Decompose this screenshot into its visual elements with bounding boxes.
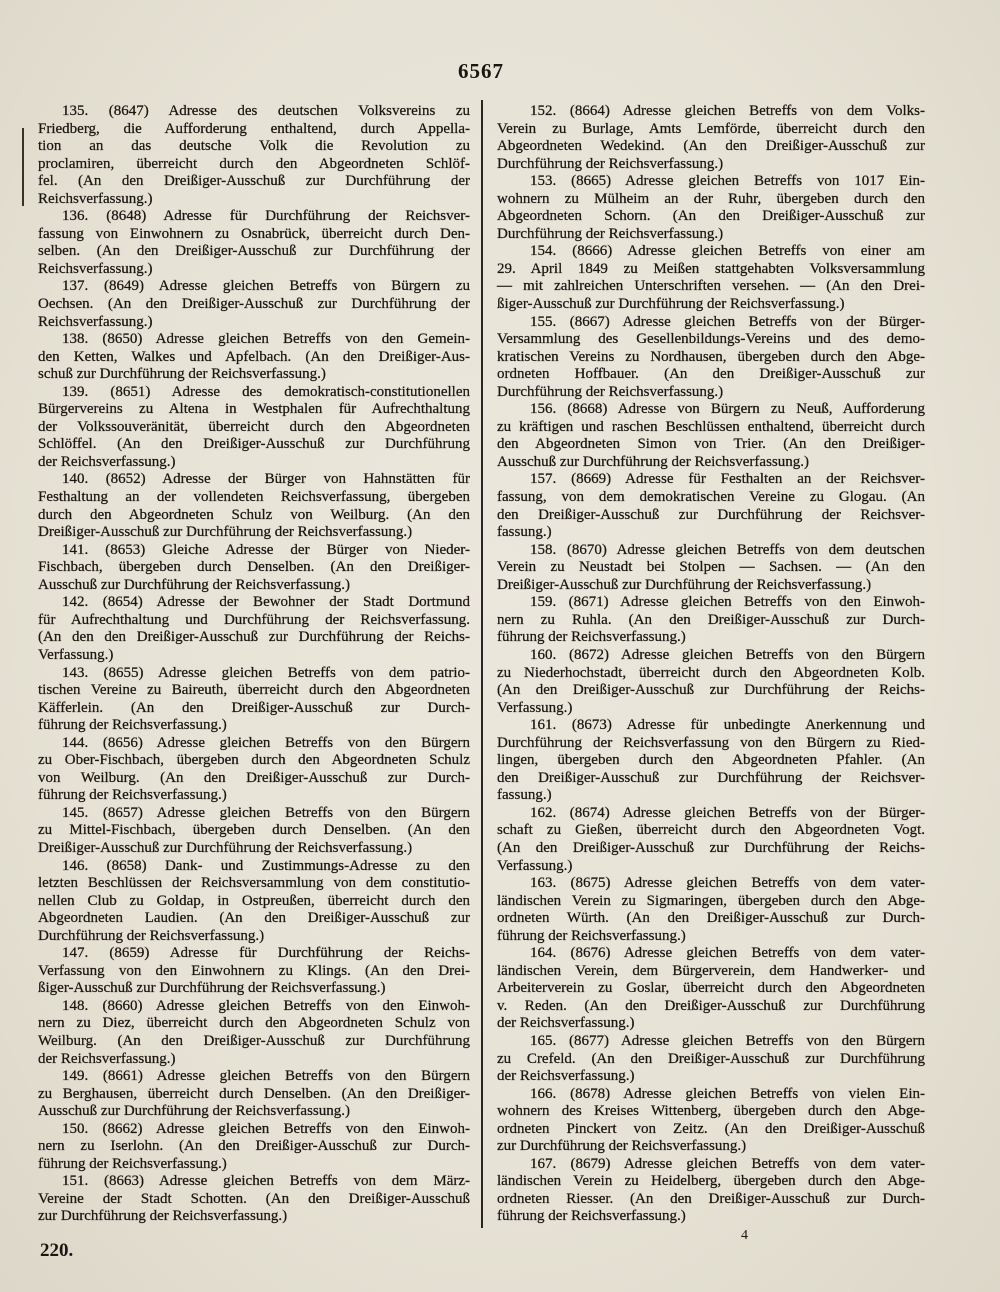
entry-line: führung der Reichsverfassung.)	[497, 629, 686, 646]
address-entry	[38, 103, 470, 208]
entry-line: lingen, übergeben durch den Abgeordneten Pfahler. (An	[497, 752, 925, 769]
entry-line: Dreißiger-Ausschuß zur Durchführung der Reichsverfassung.)	[38, 839, 413, 856]
entry-line: ßiger-Ausschuß zur Durchführung der Reichsverfassung.)	[38, 980, 386, 997]
entry-line: letzten Beschlüssen der Reichsversammlung von dem constitutio-	[38, 875, 470, 892]
entry-line: Ausschuß zur Durchführung der Reichsverfassung.)	[38, 1103, 350, 1120]
address-entry	[497, 875, 925, 945]
margin-mark	[22, 128, 24, 206]
address-entry	[497, 945, 925, 1033]
address-entry	[38, 384, 470, 472]
address-entry	[497, 471, 925, 541]
entry-line: der Reichsverfassung.)	[38, 453, 176, 470]
entry-line: Durchführung der Reichsverfassung.)	[497, 383, 724, 400]
entry-line: Weilburg. (An den Dreißiger-Ausschuß zur Durchführung	[38, 1032, 470, 1049]
entry-line: 159. (8671) Adresse gleichen Betreffs von den Einwoh-	[530, 594, 925, 611]
entry-line: Versammlung des Gesellenbildungs-Vereins und des demo-	[497, 331, 925, 348]
entry-line: 148. (8660) Adresse gleichen Betreffs von den Einwoh-	[62, 997, 470, 1014]
entry-line: 142. (8654) Adresse der Bewohner der Stadt Dortmund	[62, 594, 470, 611]
entry-line: 137. (8649) Adresse gleichen Betreffs von Bürgern zu	[62, 278, 470, 295]
entry-line: Abgeordneten Schorn. (An den Dreißiger-Ausschuß zur	[497, 208, 925, 225]
entry-line: Reichsverfassung.)	[38, 313, 153, 330]
address-entry	[38, 1068, 470, 1121]
entry-line: Ausschuß zur Durchführung der Reichsverfassung.)	[497, 453, 809, 470]
entry-line: ordneten Riesser. (An den Dreißiger-Ausschuß zur Durch-	[497, 1190, 925, 1207]
entry-line: Oechsen. (An den Dreißiger-Ausschuß zur Durchführung der	[38, 296, 470, 313]
address-entry	[497, 805, 925, 875]
entry-line: nellen Club zu Goldap, in Ostpreußen, überreicht durch den	[38, 892, 470, 909]
entry-line: Friedberg, die Aufforderung enthaltend, durch Appella-	[38, 120, 470, 137]
entry-line: schuß zur Durchführung der Reichsverfassung.)	[38, 366, 326, 383]
entry-line: den Dreißiger-Ausschuß zur Durchführung der Reichsver-	[497, 769, 925, 786]
entry-line: 162. (8674) Adresse gleichen Betreffs von der Bürger-	[530, 804, 925, 821]
entry-line: Durchführung der Reichsverfassung.)	[497, 155, 724, 172]
entry-line: fassung von Einwohnern zu Osnabrück, überreicht durch Den-	[38, 225, 470, 242]
entry-line: nern zu Iserlohn. (An den Dreißiger-Ausschuß zur Durch-	[38, 1138, 470, 1155]
entry-line: von Weilburg. (An den Dreißiger-Ausschuß zur Durch-	[38, 769, 470, 786]
address-entry	[38, 998, 470, 1068]
entry-line: Abgeordneten Laudien. (An den Dreißiger-Ausschuß zur	[38, 910, 470, 927]
entry-line: proclamiren, überreicht durch den Abgeordneten Schlöf-	[38, 155, 470, 172]
entry-line: ländischen Verein zu Heidelberg, übergeben durch den Abge-	[497, 1173, 925, 1190]
entry-line: Bürgervereins zu Altena in Westphalen für Aufrechthaltung	[38, 401, 470, 418]
entry-line: wohnern zu Mülheim an der Ruhr, übergeben durch den	[497, 190, 925, 207]
entry-line: Ausschuß zur Durchführung der Reichsverfassung.)	[38, 576, 350, 593]
entry-line: 165. (8677) Adresse gleichen Betreffs von den Bürgern	[530, 1032, 925, 1049]
sheet-number: 4	[741, 1228, 748, 1243]
entry-line: Reichsverfassung.)	[38, 260, 153, 277]
entry-line: zu Mittel-Fischbach, übergeben durch Denselben. (An den	[38, 822, 470, 839]
entry-line: tion an das deutsche Volk die Revolution zu	[38, 138, 470, 155]
entry-line: Reichsverfassung.)	[38, 190, 153, 207]
entry-line: 154. (8666) Adresse gleichen Betreffs von einer am	[530, 243, 925, 260]
entry-line: Festhaltung an der vollendeten Reichsverfassung, übergeben	[38, 489, 470, 506]
entry-line: Verein zu Burlage, Amts Lemförde, überreicht durch den	[497, 120, 925, 137]
address-entry	[497, 103, 925, 173]
entry-line: ordneten Pinckert von Zeitz. (An den Dreißiger-Ausschuß	[497, 1120, 925, 1137]
entry-line: führung der Reichsverfassung.)	[497, 927, 686, 944]
address-entry	[497, 173, 925, 243]
entry-line: 151. (8663) Adresse gleichen Betreffs von dem März-	[62, 1173, 470, 1190]
address-entry	[497, 1156, 925, 1226]
entry-line: Abgeordneten Wedekind. (An den Dreißiger-Ausschuß zur	[497, 138, 925, 155]
address-entry	[38, 1173, 470, 1226]
entry-line: der Reichsverfassung.)	[497, 1068, 635, 1085]
column-divider	[481, 100, 483, 1228]
address-entry	[38, 542, 470, 595]
entry-line: ländischen Verein zu Sigmaringen, übergeben durch den Abge-	[497, 892, 925, 909]
address-entry	[497, 401, 925, 471]
entry-line: selben. (An den Dreißiger-Ausschuß zur Durchführung der	[38, 243, 470, 260]
entry-line: tischen Vereine zu Baireuth, überreicht durch den Abgeordneten	[38, 682, 470, 699]
entry-line: zur Durchführung der Reichsverfassung.)	[38, 1208, 288, 1225]
address-entry	[38, 331, 470, 384]
entry-line: für Aufrechthaltung und Durchführung der Reichsverfassung.	[38, 611, 470, 628]
entry-line: 135. (8647) Adresse des deutschen Volksvereins zu	[62, 103, 470, 119]
entry-line: 144. (8656) Adresse gleichen Betreffs von den Bürgern	[62, 734, 470, 751]
entry-line: Durchführung der Reichsverfassung.)	[497, 225, 724, 242]
entry-line: 152. (8664) Adresse gleichen Betreffs von dem Volks-	[530, 103, 925, 119]
entry-line: nern zu Diez, überreicht durch den Abgeordneten Schulz von	[38, 1015, 470, 1032]
entry-line: ßiger-Ausschuß zur Durchführung der Reichsverfassung.)	[497, 296, 845, 313]
entry-line: den Ketten, Walkes und Apfelbach. (An den Dreißiger-Aus-	[38, 348, 470, 365]
address-entry	[497, 647, 925, 717]
entry-line: v. Reden. (An den Dreißiger-Ausschuß zur Durchführung	[497, 997, 925, 1014]
address-entry	[38, 735, 470, 805]
entry-line: 163. (8675) Adresse gleichen Betreffs von dem vater-	[530, 875, 925, 892]
entry-line: der Volkssouveränität, überreicht durch den Abgeordneten	[38, 418, 470, 435]
entry-line: zu Crefeld. (An den Dreißiger-Ausschuß zur Durchführung	[497, 1050, 925, 1067]
entry-line: den Abgeordneten Simon von Trier. (An den Dreißiger-	[497, 436, 925, 453]
entry-line: führung der Reichsverfassung.)	[497, 1208, 686, 1225]
page-number: 6567	[458, 59, 504, 83]
address-entry	[497, 717, 925, 805]
address-entry	[38, 858, 470, 946]
entry-line: 166. (8678) Adresse gleichen Betreffs von vielen Ein-	[530, 1085, 925, 1102]
entry-line: 153. (8665) Adresse gleichen Betreffs von 1017 Ein-	[530, 173, 925, 190]
entry-line: 147. (8659) Adresse für Durchführung der Reichs-	[62, 945, 470, 962]
address-entry	[38, 208, 470, 278]
entry-line: der Reichsverfassung.)	[38, 1050, 176, 1067]
entry-line: 29. April 1849 zu Meißen stattgehabten Volksversammlung	[497, 260, 925, 277]
entry-line: zur Durchführung der Reichsverfassung.)	[497, 1138, 747, 1155]
entry-line: durch den Abgeordneten Schulz von Weilburg. (An den	[38, 506, 470, 523]
left-column	[38, 103, 470, 1226]
entry-line: (An den Dreißiger-Ausschuß zur Durchführung der Reichs-	[497, 839, 925, 856]
entry-line: Fischbach, übergeben durch Denselben. (An den Dreißiger-	[38, 559, 470, 576]
entry-line: 139. (8651) Adresse des demokratisch-constitutionellen	[62, 383, 470, 400]
entry-line: 140. (8652) Adresse der Bürger von Hahnstätten für	[62, 471, 470, 488]
address-entry	[38, 594, 470, 664]
entry-line: 158. (8670) Adresse gleichen Betreffs von dem deutschen	[530, 541, 925, 558]
entry-line: fassung.)	[497, 524, 552, 541]
address-entry	[497, 314, 925, 402]
entry-line: 155. (8667) Adresse gleichen Betreffs von der Bürger-	[530, 313, 925, 330]
entry-line: führung der Reichsverfassung.)	[38, 717, 227, 734]
entry-line: Verfassung.)	[497, 699, 573, 716]
entry-line: ländischen Verein, dem Bürgerverein, dem Handwerker- und	[497, 962, 925, 979]
address-entry	[497, 243, 925, 313]
entry-line: 145. (8657) Adresse gleichen Betreffs von den Bürgern	[62, 804, 470, 821]
address-entry	[38, 945, 470, 998]
entry-line: Verfassung.)	[38, 646, 114, 663]
entry-line: schaft zu Gießen, überreicht durch den Abgeordneten Vogt.	[497, 822, 925, 839]
entry-line: 160. (8672) Adresse gleichen Betreffs von den Bürgern	[530, 646, 925, 663]
address-entry	[38, 471, 470, 541]
entry-line: 157. (8669) Adresse für Festhalten an der Reichsver-	[530, 471, 925, 488]
entry-line: führung der Reichsverfassung.)	[38, 1155, 227, 1172]
right-column	[497, 103, 925, 1226]
entry-line: Durchführung der Reichsverfassung von den Bürgern zu Ried-	[497, 734, 925, 751]
entry-line: zu Berghausen, überreicht durch Denselben. (An den Dreißiger-	[38, 1085, 470, 1102]
entry-line: fassung.)	[497, 787, 552, 804]
entry-line: Vereine der Stadt Schotten. (An den Dreißiger-Ausschuß	[38, 1190, 470, 1207]
entry-line: 161. (8673) Adresse für unbedingte Anerkennung und	[530, 717, 925, 734]
entry-line: führung der Reichsverfassung.)	[38, 787, 227, 804]
address-entry	[497, 594, 925, 647]
entry-line: Durchführung der Reichsverfassung.)	[38, 927, 265, 944]
address-entry	[497, 542, 925, 595]
address-entry	[38, 805, 470, 858]
entry-line: 136. (8648) Adresse für Durchführung der Reichsver-	[62, 208, 470, 225]
entry-line: 143. (8655) Adresse gleichen Betreffs von dem patrio-	[62, 664, 470, 681]
entry-line: ordneten Hoffbauer. (An den Dreißiger-Ausschuß zur	[497, 366, 925, 383]
entry-line: 149. (8661) Adresse gleichen Betreffs von den Bürgern	[62, 1068, 470, 1085]
address-entry	[497, 1086, 925, 1156]
entry-line: Dreißiger-Ausschuß zur Durchführung der Reichsverfassung.)	[38, 524, 413, 541]
sheet-signature: 220.	[40, 1240, 74, 1261]
entry-line: 156. (8668) Adresse von Bürgern zu Neuß, Aufforderung	[530, 401, 925, 418]
address-entry	[38, 665, 470, 735]
address-entry	[38, 278, 470, 331]
entry-line: — mit zahlreichen Unterschriften versehen. — (An den Drei-	[497, 278, 925, 295]
entry-line: 164. (8676) Adresse gleichen Betreffs von dem vater-	[530, 945, 925, 962]
entry-line: Verfassung von den Einwohnern zu Klings. (An den Drei-	[38, 962, 470, 979]
entry-line: Arbeiterverein zu Goslar, überreicht durch den Abgeordneten	[497, 980, 925, 997]
entry-line: 141. (8653) Gleiche Adresse der Bürger von Nieder-	[62, 541, 470, 558]
entry-line: (An den den Dreißiger-Ausschuß zur Durchführung der Reichs-	[38, 629, 470, 646]
address-entry	[38, 1121, 470, 1174]
entry-line: Käfferlein. (An den Dreißiger-Ausschuß zur Durch-	[38, 699, 470, 716]
entry-line: Schlöffel. (An den Dreißiger-Ausschuß zur Durchführung	[38, 436, 470, 453]
entry-line: zu kräftigen und raschen Beschlüssen enthaltend, überreicht durch	[497, 418, 925, 435]
entry-line: ordneten Würth. (An den Dreißiger-Ausschuß zur Durch-	[497, 910, 925, 927]
entry-line: 146. (8658) Dank- und Zustimmungs-Adresse zu den	[62, 857, 470, 874]
entry-line: Verfassung.)	[497, 857, 573, 874]
entry-line: Verein zu Neustadt bei Stolpen — Sachsen. — (An den	[497, 559, 925, 576]
entry-line: zu Niederhochstadt, überreicht durch den Abgeordneten Kolb.	[497, 664, 925, 681]
entry-line: nern zu Ruhla. (An den Dreißiger-Ausschuß zur Durch-	[497, 611, 925, 628]
entry-line: 138. (8650) Adresse gleichen Betreffs von den Gemein-	[62, 331, 470, 348]
entry-line: 167. (8679) Adresse gleichen Betreffs von dem vater-	[530, 1155, 925, 1172]
entry-line: wohnern des Kreises Wittenberg, übergeben durch den Abge-	[497, 1103, 925, 1120]
entry-line: der Reichsverfassung.)	[497, 1015, 635, 1032]
entry-line: kratischen Vereins zu Nordhausen, übergeben durch den Abge-	[497, 348, 925, 365]
entry-line: den Dreißiger-Ausschuß zur Durchführung der Reichsver-	[497, 506, 925, 523]
address-entry	[497, 1033, 925, 1086]
entry-line: fassung, von dem demokratischen Vereine zu Glogau. (An	[497, 489, 925, 506]
entry-line: fel. (An den Dreißiger-Ausschuß zur Durchführung der	[38, 173, 470, 190]
entry-line: (An den Dreißiger-Ausschuß zur Durchführung der Reichs-	[497, 682, 925, 699]
entry-line: 150. (8662) Adresse gleichen Betreffs von den Einwoh-	[62, 1120, 470, 1137]
entry-line: zu Ober-Fischbach, übergeben durch den Abgeordneten Schulz	[38, 752, 470, 769]
entry-line: Dreißiger-Ausschuß zur Durchführung der Reichsverfassung.)	[497, 576, 872, 593]
